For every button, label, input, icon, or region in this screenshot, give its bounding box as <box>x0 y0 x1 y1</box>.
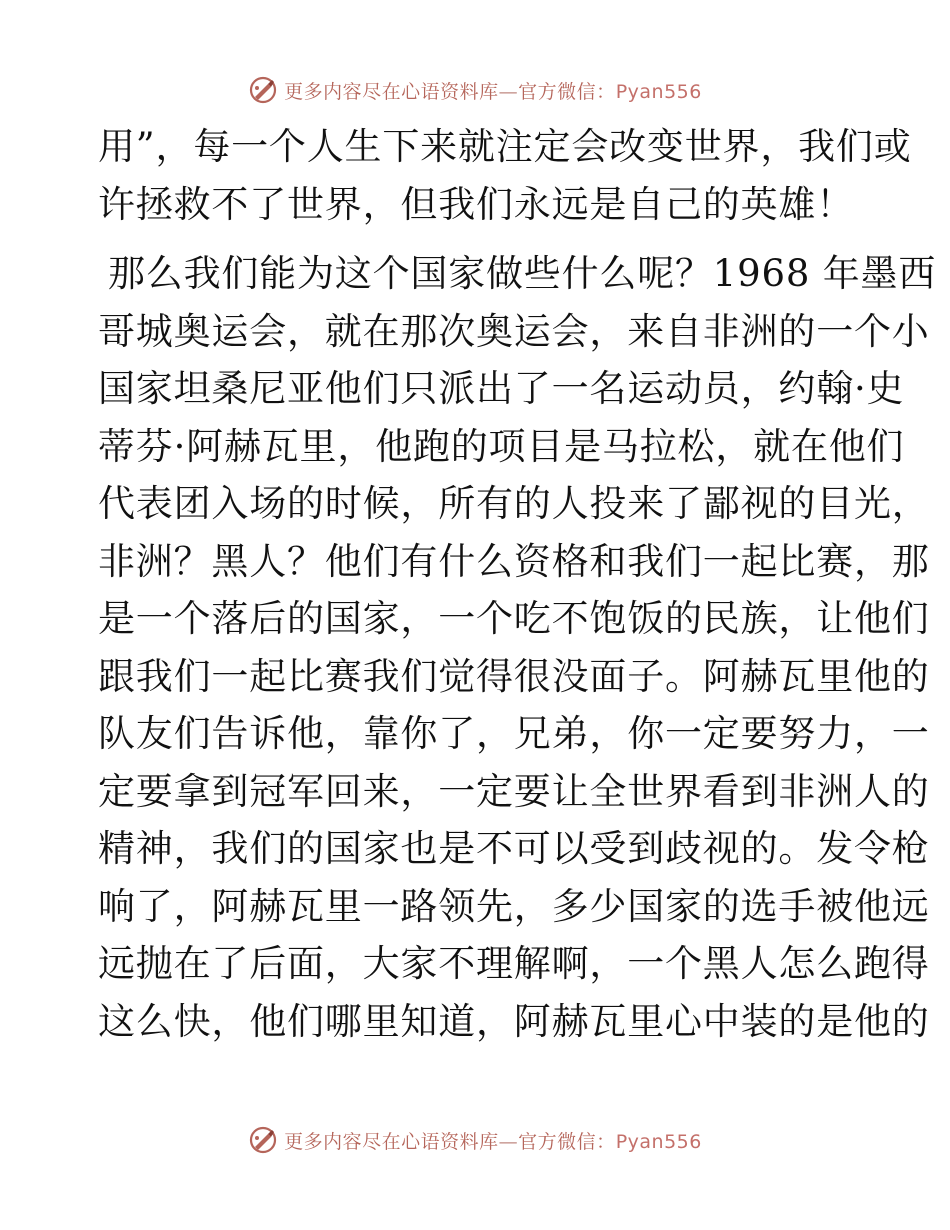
text-line: 非洲？黑人？他们有什么资格和我们一起比赛，那 <box>98 539 930 583</box>
text-line: 跟我们一起比赛我们觉得很没面子。阿赫瓦里他的 <box>98 654 930 698</box>
text-line: 许拯救不了世界，但我们永远是自己的英雄！ <box>98 182 854 226</box>
quill-pen-icon <box>248 75 278 105</box>
text-line: 国家坦桑尼亚他们只派出了一名运动员，约翰·史 <box>98 367 905 410</box>
footer-handle: Pyan556 <box>615 1130 702 1153</box>
paragraph-1 <box>98 118 912 233</box>
paragraph-gap <box>98 233 850 245</box>
header-separator: — <box>498 80 519 103</box>
footer-official-text: 官方微信： <box>518 1130 616 1153</box>
text-line: 蒂芬·阿赫瓦里，他跑的项目是马拉松，就在他们 <box>98 424 905 468</box>
header-banner <box>0 70 950 110</box>
text-line: 哥城奥运会，就在那次奥运会，来自非洲的一个小 <box>98 309 930 353</box>
document-body <box>98 118 937 1050</box>
text-line: 响了，阿赫瓦里一路领先，多少国家的选手被他远 <box>98 884 930 928</box>
text-line: 是一个落后的国家，一个吃不饱饭的民族，让他们 <box>98 597 930 640</box>
paragraph-2 <box>98 245 937 1050</box>
text-line: 那么我们能为这个国家做些什么呢？1968 年墨西 <box>108 252 937 295</box>
header-official-text: 官方微信： <box>518 80 616 103</box>
text-line: 队友们告诉他，靠你了，兄弟，你一定要努力，一 <box>98 712 930 755</box>
footer-separator: — <box>498 1130 519 1153</box>
header-text <box>284 77 702 104</box>
text-line: 精神，我们的国家也是不可以受到歧视的。发令枪 <box>98 827 930 870</box>
text-line: 代表团入场的时候，所有的人投来了鄙视的目光， <box>98 482 930 525</box>
text-line: 定要拿到冠军回来，一定要让全世界看到非洲人的 <box>98 769 930 813</box>
footer-text <box>284 1127 702 1154</box>
footer-banner <box>0 1120 950 1160</box>
text-line: 用”，每一个人生下来就注定会改变世界，我们或 <box>98 125 912 168</box>
header-handle: Pyan556 <box>615 80 702 103</box>
text-line: 远抛在了后面，大家不理解啊，一个黑人怎么跑得 <box>98 942 930 985</box>
footer-site-text: 更多内容尽在心语资料库 <box>284 1130 499 1153</box>
header-site-text: 更多内容尽在心语资料库 <box>284 80 499 103</box>
quill-pen-icon <box>248 1125 278 1155</box>
text-line: 这么快，他们哪里知道，阿赫瓦里心中装的是他的 <box>98 999 930 1043</box>
